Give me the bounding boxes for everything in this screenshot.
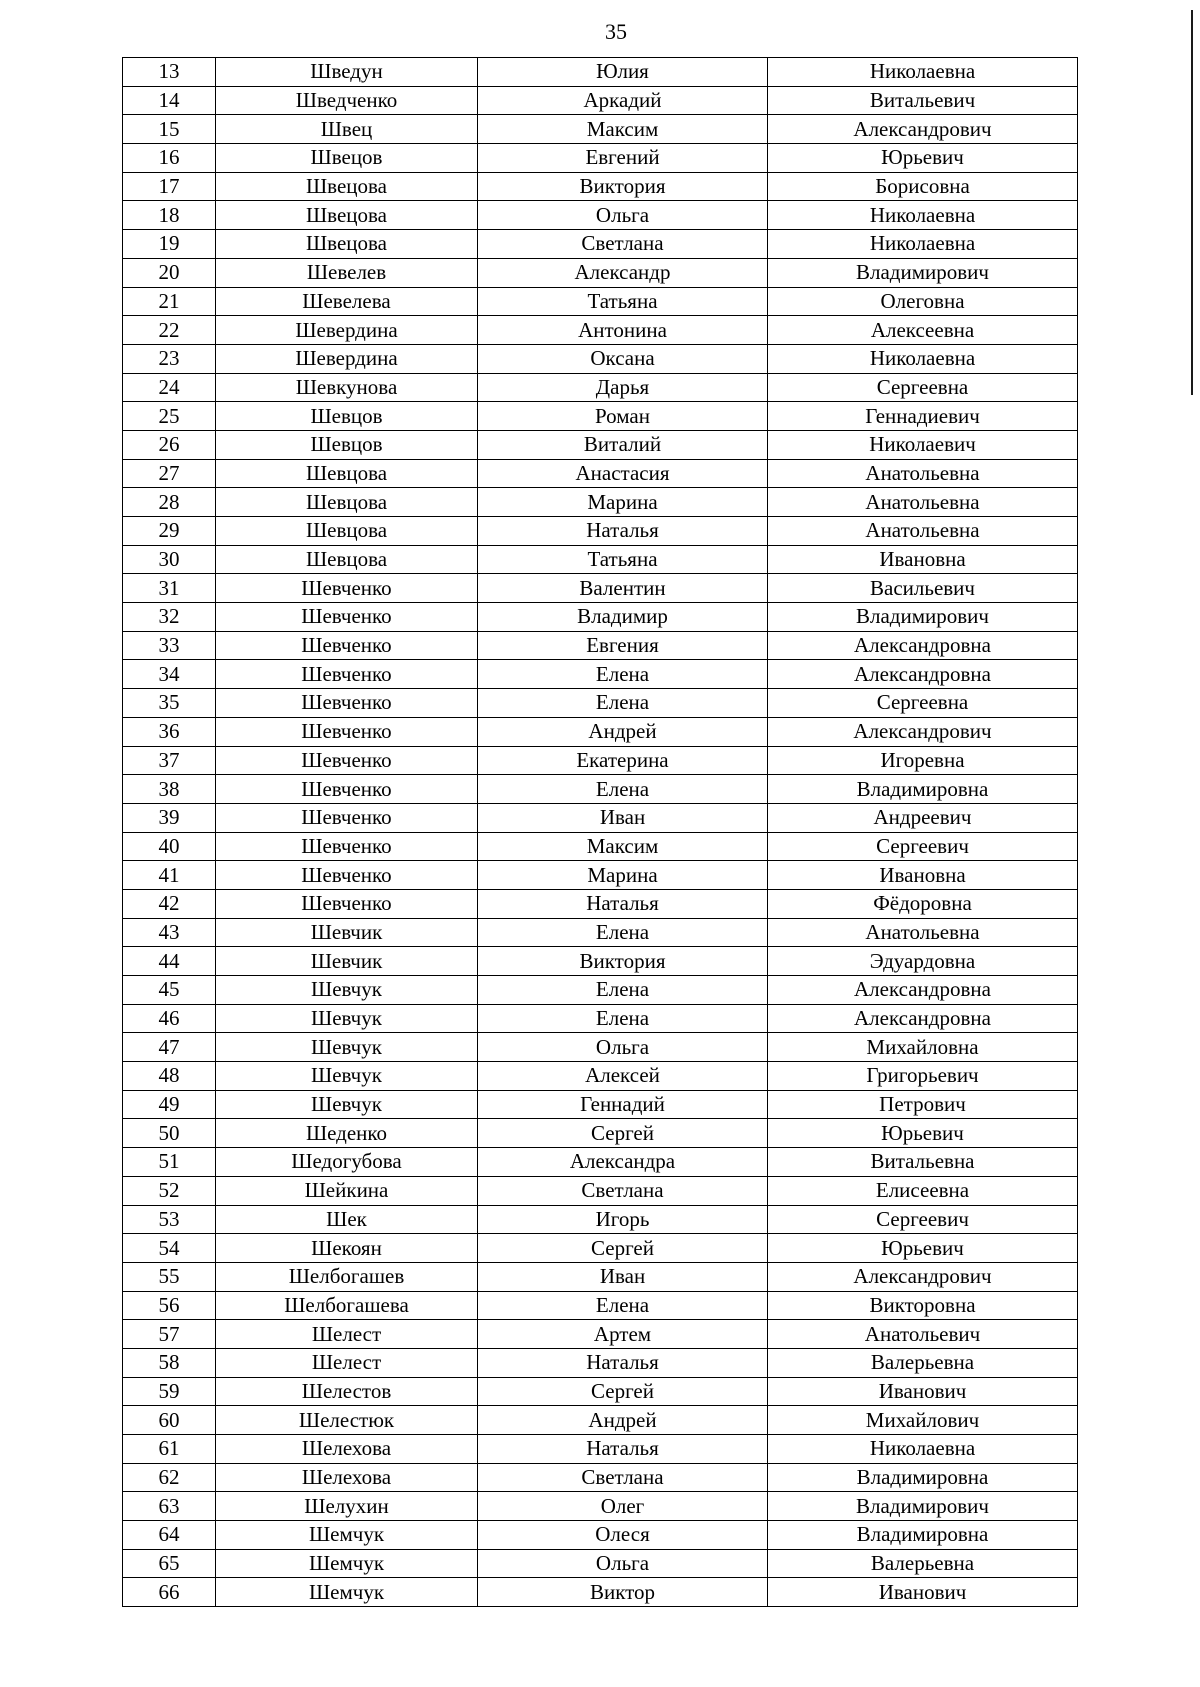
table-row	[123, 1406, 1078, 1435]
last-name-cell: Шевченко	[216, 574, 478, 603]
first-name-cell: Наталья	[478, 889, 768, 918]
table-row	[123, 1463, 1078, 1492]
table-row	[123, 1205, 1078, 1234]
first-name-cell: Татьяна	[478, 545, 768, 574]
table-row	[123, 976, 1078, 1005]
table-row	[123, 344, 1078, 373]
table-row	[123, 258, 1078, 287]
row-number-cell: 16	[123, 144, 216, 173]
last-name-cell: Швец	[216, 115, 478, 144]
table-row	[123, 1578, 1078, 1607]
row-number-cell: 52	[123, 1176, 216, 1205]
row-number-cell: 54	[123, 1234, 216, 1263]
table-row	[123, 172, 1078, 201]
first-name-cell: Сергей	[478, 1377, 768, 1406]
patronymic-cell: Витальевна	[768, 1148, 1078, 1177]
last-name-cell: Шведченко	[216, 86, 478, 115]
last-name-cell: Шемчук	[216, 1521, 478, 1550]
row-number-cell: 50	[123, 1119, 216, 1148]
row-number-cell: 49	[123, 1090, 216, 1119]
patronymic-cell: Иванович	[768, 1377, 1078, 1406]
patronymic-cell: Ивановна	[768, 861, 1078, 890]
first-name-cell: Олег	[478, 1492, 768, 1521]
row-number-cell: 56	[123, 1291, 216, 1320]
patronymic-cell: Анатольевна	[768, 517, 1078, 546]
scan-edge-line	[1191, 10, 1193, 395]
last-name-cell: Шевелев	[216, 258, 478, 287]
first-name-cell: Елена	[478, 689, 768, 718]
row-number-cell: 45	[123, 976, 216, 1005]
table-row	[123, 918, 1078, 947]
page-number: 35	[605, 19, 627, 44]
last-name-cell: Шевчик	[216, 918, 478, 947]
row-number-cell: 37	[123, 746, 216, 775]
patronymic-cell: Владимирович	[768, 1492, 1078, 1521]
patronymic-cell: Александровна	[768, 976, 1078, 1005]
first-name-cell: Александр	[478, 258, 768, 287]
patronymic-cell: Анатольевна	[768, 918, 1078, 947]
first-name-cell: Анастасия	[478, 459, 768, 488]
patronymic-cell: Викторовна	[768, 1291, 1078, 1320]
patronymic-cell: Олеговна	[768, 287, 1078, 316]
patronymic-cell: Владимировна	[768, 1521, 1078, 1550]
first-name-cell: Наталья	[478, 1348, 768, 1377]
first-name-cell: Елена	[478, 1004, 768, 1033]
patronymic-cell: Валерьевна	[768, 1549, 1078, 1578]
row-number-cell: 53	[123, 1205, 216, 1234]
last-name-cell: Шекоян	[216, 1234, 478, 1263]
last-name-cell: Шевченко	[216, 775, 478, 804]
table-row	[123, 86, 1078, 115]
patronymic-cell: Петрович	[768, 1090, 1078, 1119]
first-name-cell: Елена	[478, 1291, 768, 1320]
row-number-cell: 65	[123, 1549, 216, 1578]
last-name-cell: Шелестюк	[216, 1406, 478, 1435]
first-name-cell: Андрей	[478, 717, 768, 746]
table-row	[123, 230, 1078, 259]
patronymic-cell: Иванович	[768, 1578, 1078, 1607]
first-name-cell: Наталья	[478, 1435, 768, 1464]
patronymic-cell: Александровна	[768, 1004, 1078, 1033]
last-name-cell: Шевченко	[216, 660, 478, 689]
first-name-cell: Андрей	[478, 1406, 768, 1435]
first-name-cell: Елена	[478, 660, 768, 689]
last-name-cell: Шелест	[216, 1320, 478, 1349]
table-row	[123, 1062, 1078, 1091]
last-name-cell: Шелбогашев	[216, 1262, 478, 1291]
last-name-cell: Шемчук	[216, 1549, 478, 1578]
row-number-cell: 21	[123, 287, 216, 316]
first-name-cell: Ольга	[478, 201, 768, 230]
first-name-cell: Ольга	[478, 1033, 768, 1062]
first-name-cell: Наталья	[478, 517, 768, 546]
patronymic-cell: Николаевна	[768, 201, 1078, 230]
last-name-cell: Шевчук	[216, 1090, 478, 1119]
last-name-cell: Шелехова	[216, 1463, 478, 1492]
patronymic-cell: Николаевич	[768, 430, 1078, 459]
last-name-cell: Швецова	[216, 201, 478, 230]
first-name-cell: Валентин	[478, 574, 768, 603]
row-number-cell: 46	[123, 1004, 216, 1033]
first-name-cell: Роман	[478, 402, 768, 431]
table-row	[123, 1320, 1078, 1349]
row-number-cell: 31	[123, 574, 216, 603]
row-number-cell: 55	[123, 1262, 216, 1291]
row-number-cell: 24	[123, 373, 216, 402]
table-row	[123, 287, 1078, 316]
patronymic-cell: Елисеевна	[768, 1176, 1078, 1205]
row-number-cell: 28	[123, 488, 216, 517]
table-row	[123, 775, 1078, 804]
table-row	[123, 517, 1078, 546]
patronymic-cell: Юрьевич	[768, 1119, 1078, 1148]
last-name-cell: Швецова	[216, 172, 478, 201]
table-row	[123, 889, 1078, 918]
first-name-cell: Евгений	[478, 144, 768, 173]
row-number-cell: 14	[123, 86, 216, 115]
row-number-cell: 39	[123, 803, 216, 832]
first-name-cell: Виктория	[478, 172, 768, 201]
table-row	[123, 1492, 1078, 1521]
table-row	[123, 58, 1078, 87]
table-row	[123, 1119, 1078, 1148]
first-name-cell: Дарья	[478, 373, 768, 402]
first-name-cell: Аркадий	[478, 86, 768, 115]
last-name-cell: Шемчук	[216, 1578, 478, 1607]
table-row	[123, 459, 1078, 488]
first-name-cell: Марина	[478, 861, 768, 890]
last-name-cell: Шевченко	[216, 889, 478, 918]
table-row	[123, 660, 1078, 689]
table-row	[123, 861, 1078, 890]
first-name-cell: Иван	[478, 1262, 768, 1291]
first-name-cell: Игорь	[478, 1205, 768, 1234]
row-number-cell: 38	[123, 775, 216, 804]
row-number-cell: 47	[123, 1033, 216, 1062]
patronymic-cell: Николаевна	[768, 58, 1078, 87]
table-row	[123, 144, 1078, 173]
last-name-cell: Шведун	[216, 58, 478, 87]
first-name-cell: Ольга	[478, 1549, 768, 1578]
last-name-cell: Шелбогашева	[216, 1291, 478, 1320]
table-row	[123, 1377, 1078, 1406]
first-name-cell: Сергей	[478, 1119, 768, 1148]
table-row	[123, 717, 1078, 746]
row-number-cell: 62	[123, 1463, 216, 1492]
last-name-cell: Шевчик	[216, 947, 478, 976]
first-name-cell: Алексей	[478, 1062, 768, 1091]
table-row	[123, 316, 1078, 345]
row-number-cell: 57	[123, 1320, 216, 1349]
row-number-cell: 64	[123, 1521, 216, 1550]
row-number-cell: 43	[123, 918, 216, 947]
patronymic-cell: Геннадиевич	[768, 402, 1078, 431]
row-number-cell: 63	[123, 1492, 216, 1521]
first-name-cell: Евгения	[478, 631, 768, 660]
row-number-cell: 19	[123, 230, 216, 259]
last-name-cell: Шевкунова	[216, 373, 478, 402]
last-name-cell: Шевченко	[216, 803, 478, 832]
last-name-cell: Шевелева	[216, 287, 478, 316]
row-number-cell: 23	[123, 344, 216, 373]
patronymic-cell: Владимирович	[768, 603, 1078, 632]
patronymic-cell: Игоревна	[768, 746, 1078, 775]
last-name-cell: Шевцов	[216, 402, 478, 431]
patronymic-cell: Анатольевна	[768, 488, 1078, 517]
table-row	[123, 803, 1078, 832]
last-name-cell: Шевцова	[216, 488, 478, 517]
table-row	[123, 1176, 1078, 1205]
row-number-cell: 44	[123, 947, 216, 976]
first-name-cell: Максим	[478, 115, 768, 144]
first-name-cell: Виктория	[478, 947, 768, 976]
row-number-cell: 15	[123, 115, 216, 144]
table-row	[123, 373, 1078, 402]
first-name-cell: Артем	[478, 1320, 768, 1349]
table-row	[123, 430, 1078, 459]
last-name-cell: Шевченко	[216, 631, 478, 660]
row-number-cell: 17	[123, 172, 216, 201]
row-number-cell: 18	[123, 201, 216, 230]
first-name-cell: Виталий	[478, 430, 768, 459]
patronymic-cell: Александровна	[768, 660, 1078, 689]
first-name-cell: Елена	[478, 918, 768, 947]
first-name-cell: Геннадий	[478, 1090, 768, 1119]
patronymic-cell: Владимирович	[768, 258, 1078, 287]
first-name-cell: Елена	[478, 775, 768, 804]
row-number-cell: 51	[123, 1148, 216, 1177]
first-name-cell: Виктор	[478, 1578, 768, 1607]
patronymic-cell: Григорьевич	[768, 1062, 1078, 1091]
row-number-cell: 13	[123, 58, 216, 87]
table-row	[123, 1291, 1078, 1320]
row-number-cell: 33	[123, 631, 216, 660]
last-name-cell: Шевцов	[216, 430, 478, 459]
row-number-cell: 61	[123, 1435, 216, 1464]
row-number-cell: 26	[123, 430, 216, 459]
row-number-cell: 20	[123, 258, 216, 287]
table-row	[123, 631, 1078, 660]
first-name-cell: Владимир	[478, 603, 768, 632]
patronymic-cell: Михайлович	[768, 1406, 1078, 1435]
first-name-cell: Светлана	[478, 230, 768, 259]
row-number-cell: 29	[123, 517, 216, 546]
first-name-cell: Татьяна	[478, 287, 768, 316]
patronymic-cell: Сергеевич	[768, 1205, 1078, 1234]
last-name-cell: Шедогубова	[216, 1148, 478, 1177]
last-name-cell: Шелехова	[216, 1435, 478, 1464]
row-number-cell: 30	[123, 545, 216, 574]
first-name-cell: Марина	[478, 488, 768, 517]
patronymic-cell: Алексеевна	[768, 316, 1078, 345]
first-name-cell: Светлана	[478, 1463, 768, 1492]
patronymic-cell: Николаевна	[768, 1435, 1078, 1464]
patronymic-cell: Фёдоровна	[768, 889, 1078, 918]
patronymic-cell: Валерьевна	[768, 1348, 1078, 1377]
table-row	[123, 115, 1078, 144]
row-number-cell: 27	[123, 459, 216, 488]
patronymic-cell: Ивановна	[768, 545, 1078, 574]
table-row	[123, 1090, 1078, 1119]
table-row	[123, 402, 1078, 431]
table-row	[123, 1549, 1078, 1578]
last-name-cell: Шевцова	[216, 517, 478, 546]
first-name-cell: Елена	[478, 976, 768, 1005]
roster-table-body	[123, 58, 1078, 1607]
first-name-cell: Сергей	[478, 1234, 768, 1263]
first-name-cell: Екатерина	[478, 746, 768, 775]
first-name-cell: Максим	[478, 832, 768, 861]
last-name-cell: Швецова	[216, 230, 478, 259]
table-row	[123, 1234, 1078, 1263]
first-name-cell: Олеся	[478, 1521, 768, 1550]
last-name-cell: Шевчук	[216, 976, 478, 1005]
last-name-cell: Шевчук	[216, 1062, 478, 1091]
patronymic-cell: Николаевна	[768, 344, 1078, 373]
row-number-cell: 40	[123, 832, 216, 861]
table-row	[123, 574, 1078, 603]
last-name-cell: Шевердина	[216, 344, 478, 373]
table-row	[123, 1521, 1078, 1550]
first-name-cell: Юлия	[478, 58, 768, 87]
table-row	[123, 746, 1078, 775]
patronymic-cell: Васильевич	[768, 574, 1078, 603]
last-name-cell: Шевцова	[216, 545, 478, 574]
patronymic-cell: Витальевич	[768, 86, 1078, 115]
row-number-cell: 58	[123, 1348, 216, 1377]
last-name-cell: Шевердина	[216, 316, 478, 345]
row-number-cell: 42	[123, 889, 216, 918]
first-name-cell: Светлана	[478, 1176, 768, 1205]
last-name-cell: Шевченко	[216, 832, 478, 861]
first-name-cell: Оксана	[478, 344, 768, 373]
table-row	[123, 201, 1078, 230]
row-number-cell: 36	[123, 717, 216, 746]
last-name-cell: Шек	[216, 1205, 478, 1234]
patronymic-cell: Юрьевич	[768, 1234, 1078, 1263]
row-number-cell: 35	[123, 689, 216, 718]
table-row	[123, 832, 1078, 861]
patronymic-cell: Сергеевич	[768, 832, 1078, 861]
patronymic-cell: Сергеевна	[768, 373, 1078, 402]
last-name-cell: Шевченко	[216, 689, 478, 718]
table-row	[123, 1148, 1078, 1177]
last-name-cell: Шевченко	[216, 603, 478, 632]
last-name-cell: Шевцова	[216, 459, 478, 488]
patronymic-cell: Владимировна	[768, 1463, 1078, 1492]
patronymic-cell: Александрович	[768, 717, 1078, 746]
patronymic-cell: Александровна	[768, 631, 1078, 660]
patronymic-cell: Анатольевич	[768, 1320, 1078, 1349]
table-row	[123, 488, 1078, 517]
table-row	[123, 1348, 1078, 1377]
table-row	[123, 947, 1078, 976]
patronymic-cell: Сергеевна	[768, 689, 1078, 718]
patronymic-cell: Александрович	[768, 1262, 1078, 1291]
row-number-cell: 48	[123, 1062, 216, 1091]
first-name-cell: Александра	[478, 1148, 768, 1177]
last-name-cell: Шевченко	[216, 746, 478, 775]
row-number-cell: 34	[123, 660, 216, 689]
last-name-cell: Шевчук	[216, 1033, 478, 1062]
last-name-cell: Швецов	[216, 144, 478, 173]
patronymic-cell: Владимировна	[768, 775, 1078, 804]
first-name-cell: Иван	[478, 803, 768, 832]
table-row	[123, 603, 1078, 632]
row-number-cell: 41	[123, 861, 216, 890]
patronymic-cell: Эдуардовна	[768, 947, 1078, 976]
last-name-cell: Шелест	[216, 1348, 478, 1377]
patronymic-cell: Анатольевна	[768, 459, 1078, 488]
row-number-cell: 22	[123, 316, 216, 345]
row-number-cell: 59	[123, 1377, 216, 1406]
last-name-cell: Шелестов	[216, 1377, 478, 1406]
patronymic-cell: Александрович	[768, 115, 1078, 144]
table-row	[123, 1033, 1078, 1062]
last-name-cell: Шеденко	[216, 1119, 478, 1148]
row-number-cell: 32	[123, 603, 216, 632]
row-number-cell: 66	[123, 1578, 216, 1607]
patronymic-cell: Юрьевич	[768, 144, 1078, 173]
patronymic-cell: Николаевна	[768, 230, 1078, 259]
last-name-cell: Шевчук	[216, 1004, 478, 1033]
patronymic-cell: Борисовна	[768, 172, 1078, 201]
row-number-cell: 60	[123, 1406, 216, 1435]
table-row	[123, 1435, 1078, 1464]
table-row	[123, 1262, 1078, 1291]
last-name-cell: Шевченко	[216, 717, 478, 746]
table-row	[123, 1004, 1078, 1033]
patronymic-cell: Андреевич	[768, 803, 1078, 832]
row-number-cell: 25	[123, 402, 216, 431]
roster-table	[122, 57, 1078, 1607]
table-row	[123, 545, 1078, 574]
first-name-cell: Антонина	[478, 316, 768, 345]
table-row	[123, 689, 1078, 718]
last-name-cell: Шелухин	[216, 1492, 478, 1521]
last-name-cell: Шевченко	[216, 861, 478, 890]
patronymic-cell: Михайловна	[768, 1033, 1078, 1062]
last-name-cell: Шейкина	[216, 1176, 478, 1205]
